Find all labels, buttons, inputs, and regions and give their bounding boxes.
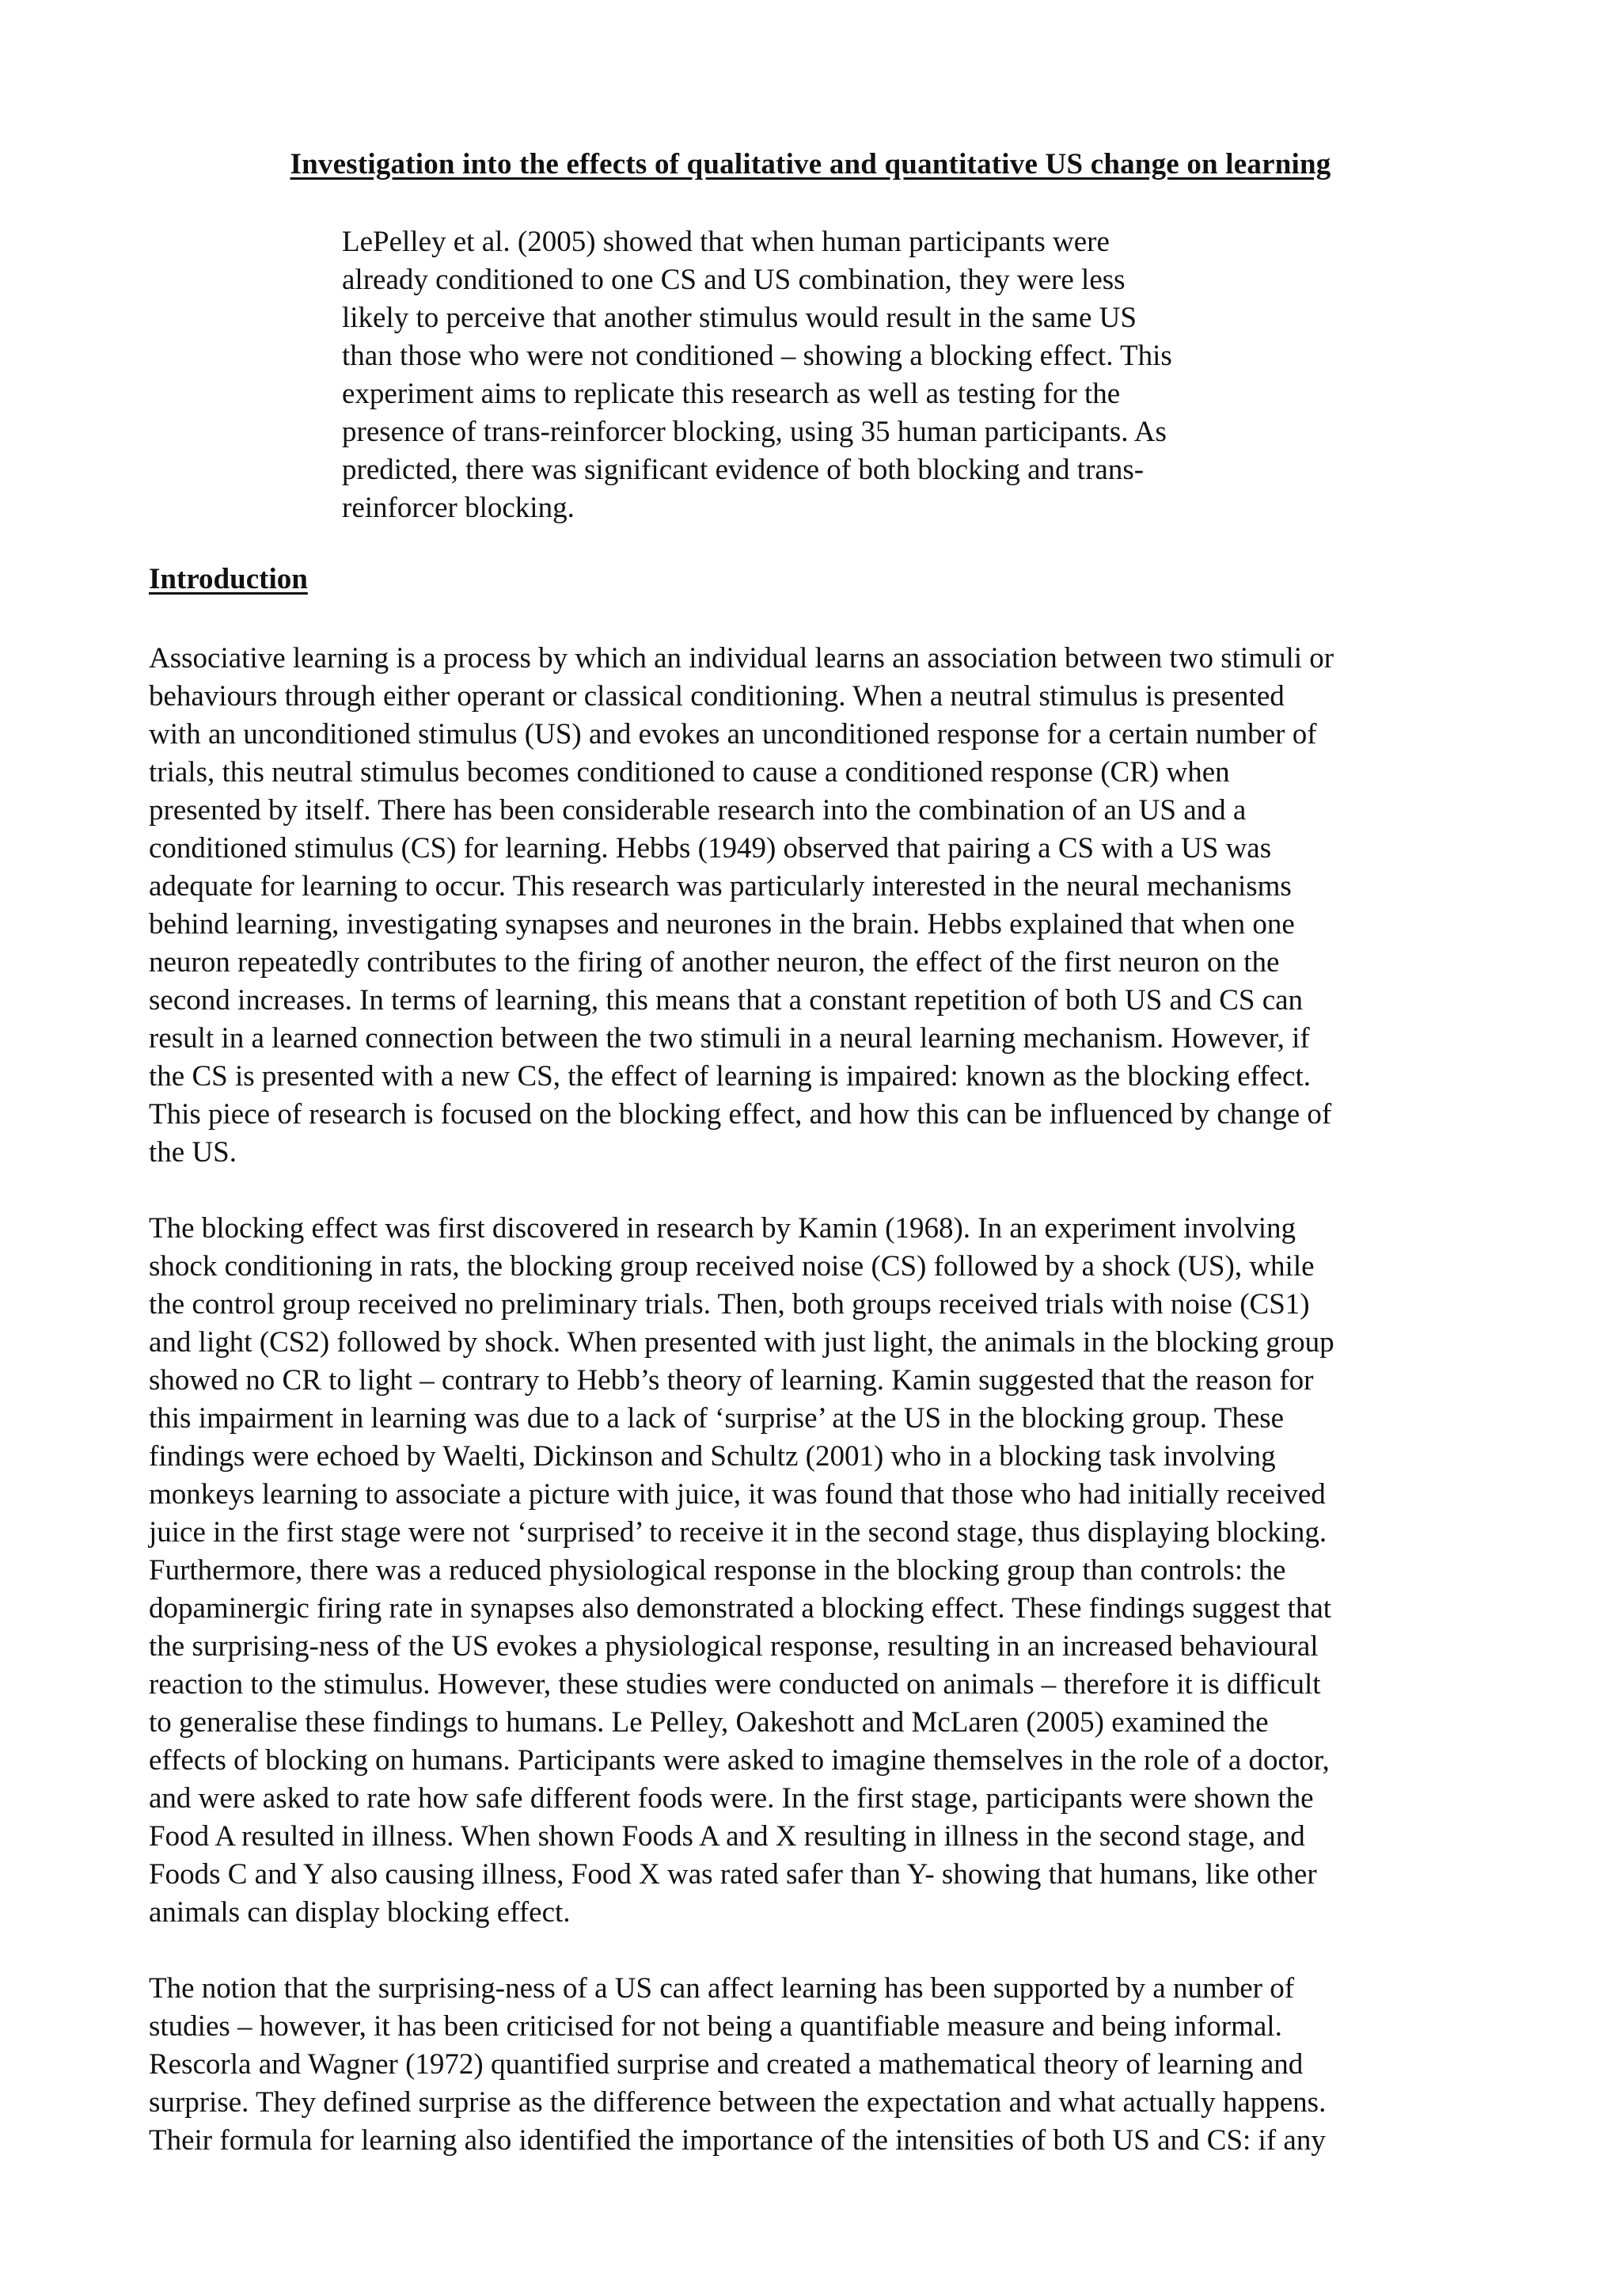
paragraph-line: result in a learned connection between the two stimuli in a neural learning mechanism. However, if [149, 1022, 1310, 1055]
section-heading-introduction: Introduction [149, 563, 308, 595]
paragraph-line: The notion that the surprising-ness of a US can affect learning has been supported by a number of [149, 1972, 1295, 2005]
paragraph-line: Foods C and Y also causing illness, Food X was rated safer than Y- showing that humans, like other [149, 1858, 1317, 1891]
paragraph-line: the CS is presented with a new CS, the effect of learning is impaired: known as the blocking effect. [149, 1060, 1311, 1093]
paragraph-line: studies – however, it has been criticised for not being a quantifiable measure and being informal. [149, 2010, 1282, 2043]
paragraph-line: Rescorla and Wagner (1972) quantified surprise and created a mathematical theory of learning and [149, 2048, 1304, 2081]
paragraph-line: the US. [149, 1136, 237, 1169]
paragraph-line: juice in the first stage were not ‘surprised’ to receive it in the second stage, thus displaying blocking. [149, 1516, 1327, 1549]
paragraph-line: neuron repeatedly contributes to the firing of another neuron, the effect of the first neuron on the [149, 946, 1280, 979]
document-title: Investigation into the effects of qualitative and quantitative US change on learning [290, 148, 1331, 181]
abstract-line: already conditioned to one CS and US combination, they were less [342, 264, 1126, 296]
abstract-line: reinforcer blocking. [342, 492, 575, 524]
paragraph-line: shock conditioning in rats, the blocking group received noise (CS) followed by a shock (US), while [149, 1250, 1315, 1283]
paragraph-line: effects of blocking on humans. Participants were asked to imagine themselves in the role of a doctor, [149, 1744, 1330, 1777]
paragraph-line: to generalise these findings to humans. Le Pelley, Oakeshott and McLaren (2005) examined the [149, 1706, 1269, 1739]
paragraph-line: and light (CS2) followed by shock. When presented with just light, the animals in the blocking group [149, 1326, 1334, 1359]
paragraph-line: monkeys learning to associate a picture with juice, it was found that those who had initially received [149, 1478, 1326, 1511]
abstract-line: presence of trans-reinforcer blocking, using 35 human participants. As [342, 416, 1167, 448]
abstract-line: likely to perceive that another stimulus would result in the same US [342, 302, 1137, 334]
paragraph-line: This piece of research is focused on the blocking effect, and how this can be influenced by change of [149, 1098, 1332, 1131]
paragraph-line: and were asked to rate how safe different foods were. In the first stage, participants were shown the [149, 1782, 1314, 1815]
paragraph-line: surprise. They defined surprise as the difference between the expectation and what actually happens. [149, 2086, 1327, 2119]
paragraph-line: Their formula for learning also identified the importance of the intensities of both US and CS: if any [149, 2124, 1326, 2157]
introduction-body [149, 640, 1486, 2198]
paragraph-line: Furthermore, there was a reduced physiological response in the blocking group than controls: the [149, 1554, 1286, 1587]
abstract-line: LePelley et al. (2005) showed that when human participants were [342, 226, 1110, 258]
paragraph [149, 640, 1486, 1172]
abstract-line: experiment aims to replicate this research as well as testing for the [342, 378, 1121, 410]
paragraph-line: dopaminergic firing rate in synapses also demonstrated a blocking effect. These findings suggest that [149, 1592, 1332, 1625]
paragraph-line: findings were echoed by Waelti, Dickinson and Schultz (2001) who in a blocking task involving [149, 1440, 1276, 1473]
paragraph-line: Food A resulted in illness. When shown Foods A and X resulting in illness in the second stage, and [149, 1820, 1305, 1853]
paragraph-line: The blocking effect was first discovered in research by Kamin (1968). In an experiment involving [149, 1212, 1296, 1245]
paragraph-line: behind learning, investigating synapses and neurones in the brain. Hebbs explained that when one [149, 908, 1295, 941]
paragraph-line: with an unconditioned stimulus (US) and evokes an unconditioned response for a certain number of [149, 718, 1317, 751]
paragraph-line: this impairment in learning was due to a lack of ‘surprise’ at the US in the blocking group. These [149, 1402, 1285, 1435]
paragraph [149, 1210, 1486, 1932]
paragraph-line: Associative learning is a process by which an individual learns an association between two stimuli or [149, 642, 1334, 675]
paragraph-line: second increases. In terms of learning, this means that a constant repetition of both US and CS can [149, 984, 1304, 1017]
paragraph-line: the surprising-ness of the US evokes a physiological response, resulting in an increased behavioural [149, 1630, 1319, 1663]
abstract [342, 223, 1387, 527]
abstract-line: predicted, there was significant evidence of both blocking and trans- [342, 454, 1145, 486]
paragraph-line: the control group received no preliminary trials. Then, both groups received trials with noise (CS1) [149, 1288, 1310, 1321]
paragraph-line: trials, this neutral stimulus becomes conditioned to cause a conditioned response (CR) when [149, 756, 1230, 789]
paragraph [149, 1970, 1486, 2160]
paragraph-line: showed no CR to light – contrary to Hebb’s theory of learning. Kamin suggested that the reason for [149, 1364, 1314, 1397]
paragraph-line: animals can display blocking effect. [149, 1896, 571, 1929]
paragraph-line: adequate for learning to occur. This research was particularly interested in the neural mechanisms [149, 870, 1292, 903]
paragraph-line: conditioned stimulus (CS) for learning. Hebbs (1949) observed that pairing a CS with a US was [149, 832, 1272, 865]
paragraph-line: reaction to the stimulus. However, these studies were conducted on animals – therefore it is difficult [149, 1668, 1321, 1701]
paragraph-line: behaviours through either operant or classical conditioning. When a neutral stimulus is presented [149, 680, 1285, 713]
abstract-line: than those who were not conditioned – showing a blocking effect. This [342, 340, 1172, 372]
paragraph-line: presented by itself. There has been considerable research into the combination of an US and a [149, 794, 1247, 827]
